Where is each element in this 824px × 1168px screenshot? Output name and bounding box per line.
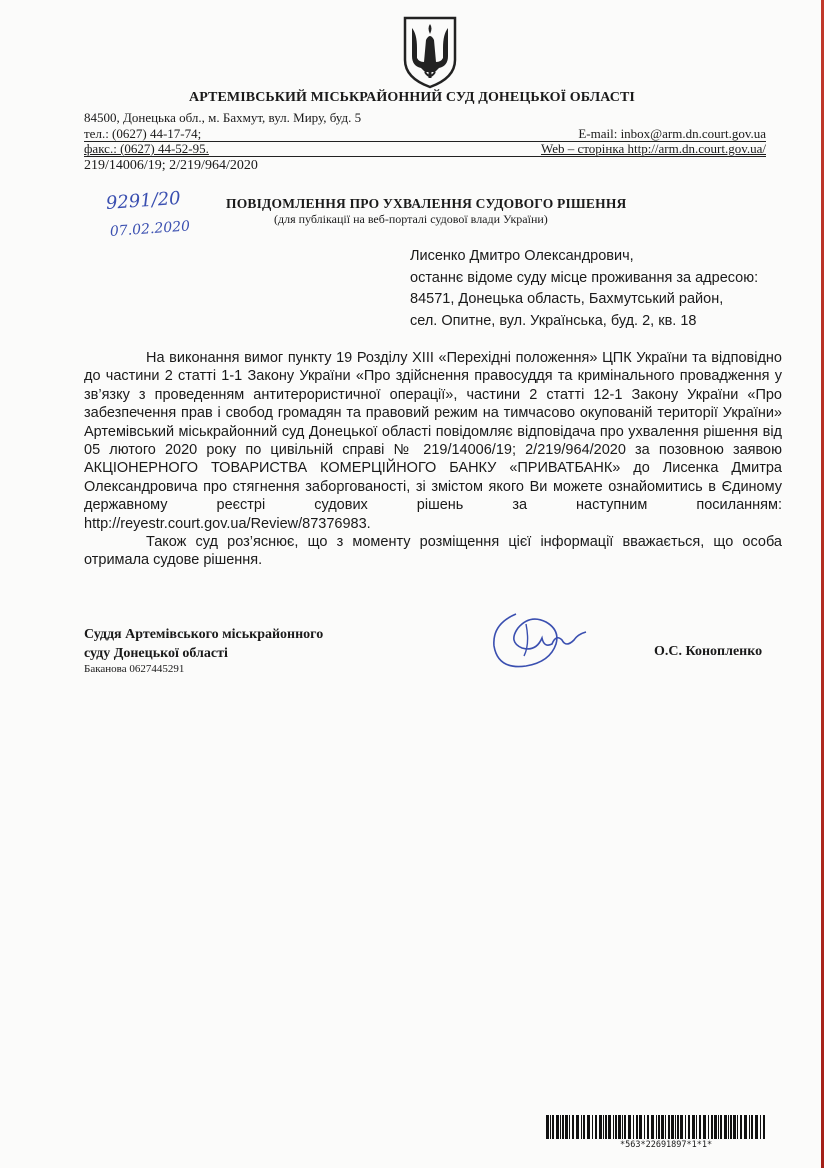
court-fax: факс.: (0627) 44-52-95. bbox=[84, 141, 209, 156]
court-phone: тел.: (0627) 44-17-74; bbox=[84, 126, 202, 141]
barcode-bar bbox=[565, 1115, 568, 1139]
barcode-bar bbox=[744, 1115, 747, 1139]
body-text bbox=[84, 349, 782, 570]
barcode-bar bbox=[677, 1115, 679, 1139]
barcode-bar bbox=[728, 1115, 729, 1139]
barcode-text: *563*22691897*1*1* bbox=[620, 1140, 713, 1150]
barcode-bar bbox=[599, 1115, 602, 1139]
coat-of-arms-icon bbox=[401, 14, 459, 90]
barcode-bar bbox=[569, 1115, 570, 1139]
barcode-bar bbox=[572, 1115, 574, 1139]
barcode-bar bbox=[733, 1115, 736, 1139]
barcode-bar bbox=[603, 1115, 604, 1139]
contact-row-phone bbox=[84, 126, 766, 142]
barcode-bar bbox=[592, 1115, 593, 1139]
notice-subtitle: (для публікації на веб-порталі судової влади України) bbox=[274, 212, 548, 226]
barcode-bar bbox=[699, 1115, 701, 1139]
barcode-bar bbox=[639, 1115, 642, 1139]
barcode-bar bbox=[562, 1115, 564, 1139]
court-email: E-mail: inbox@arm.dn.court.gov.ua bbox=[578, 126, 766, 141]
addressee-line: останнє відоме суду місце проживання за адресою: bbox=[410, 269, 759, 286]
barcode-bar bbox=[581, 1115, 582, 1139]
court-address: 84500, Донецька обл., м. Бахмут, вул. Миру, буд. 5 bbox=[84, 110, 362, 125]
barcode-bar bbox=[688, 1115, 690, 1139]
barcode-bar bbox=[730, 1115, 732, 1139]
addressee-block bbox=[410, 246, 758, 332]
body-paragraph: На виконання вимог пункту 19 Розділу XIII «Перехідні положення» ЦПК України та відповідно до частини 2 статті 1-1 Закону України «Про здійснення правосуддя та кримінального провадження у зв’язку з проведенням антитерористичної операції», частини 2 статті 12-1 Закону України «Про забезпечення прав і свобод громадян та правовий режим на тимчасово окупованій території України» Артемівський міськрайонний суд Донецької області повідомляє відповідача про ухвалення рішення від 05 лютого 2020 року по цивільній справі № 219/14006/19; 2/219/964/2020 за позовною заявою АКЦІОНЕРНОГО ТОВАРИСТВА КОМЕРЦІЙНОГО БАНКУ «ПРИВАТБАНК» до Лисенка Дмитра Олександровича про стягнення заборгованості, зі змістом якого Ви можете ознайомитись в Єдиному державному реєстрі судових рішень за наступним посиланням: http://reyestr.court.gov.ua/Review/87376983. bbox=[84, 350, 782, 532]
barcode-bar bbox=[622, 1115, 623, 1139]
handwritten-date: 07.02.2020 bbox=[109, 218, 191, 240]
barcode-bar bbox=[644, 1115, 645, 1139]
barcode bbox=[546, 1115, 768, 1139]
barcode-bar bbox=[751, 1115, 753, 1139]
judge-title-line: суду Донецької області bbox=[84, 646, 228, 661]
barcode-bar bbox=[556, 1115, 559, 1139]
barcode-bar bbox=[595, 1115, 597, 1139]
barcode-bar bbox=[718, 1115, 719, 1139]
addressee-name: Лисенко Дмитро Олександрович, bbox=[410, 248, 634, 264]
barcode-bar bbox=[668, 1115, 670, 1139]
barcode-bar bbox=[711, 1115, 713, 1139]
notice-title: ПОВІДОМЛЕННЯ ПРО УХВАЛЕННЯ СУДОВОГО РІШЕННЯ bbox=[226, 196, 627, 211]
barcode-bar bbox=[740, 1115, 742, 1139]
barcode-bar bbox=[760, 1115, 761, 1139]
barcode-bar bbox=[618, 1115, 621, 1139]
barcode-bar bbox=[720, 1115, 722, 1139]
addressee-line: 84571, Донецька область, Бахмутський район, bbox=[410, 291, 724, 307]
judge-title-line: Суддя Артемівського міськрайонного bbox=[84, 627, 324, 642]
body-paragraph: Також суд роз’яснює, що з моменту розміщення цієї інформації вважається, що особа отримала судове рішення. bbox=[84, 534, 782, 569]
court-website: Web – сторінка http://arm.dn.court.gov.ua/ bbox=[540, 141, 766, 156]
barcode-bar bbox=[685, 1115, 686, 1139]
barcode-bar bbox=[680, 1115, 683, 1139]
barcode-bar bbox=[665, 1115, 666, 1139]
barcode-bar bbox=[708, 1115, 709, 1139]
barcode-bar bbox=[647, 1115, 649, 1139]
handwritten-signature bbox=[486, 604, 596, 676]
court-name: АРТЕМІВСЬКИЙ МІСЬКРАЙОННИЙ СУД ДОНЕЦЬКОЇ ОБЛАСТІ bbox=[189, 90, 635, 105]
barcode-bar bbox=[587, 1115, 590, 1139]
handwritten-reg-number: 9291/20 bbox=[105, 187, 182, 214]
barcode-bar bbox=[714, 1115, 717, 1139]
barcode-bar bbox=[651, 1115, 654, 1139]
barcode-bar bbox=[560, 1115, 561, 1139]
barcode-bar bbox=[583, 1115, 585, 1139]
barcode-bar bbox=[636, 1115, 638, 1139]
barcode-bar bbox=[624, 1115, 626, 1139]
judge-name: О.С. Конопленко bbox=[654, 644, 763, 659]
barcode-bar bbox=[671, 1115, 674, 1139]
barcode-bar bbox=[576, 1115, 579, 1139]
barcode-bar bbox=[552, 1115, 554, 1139]
barcode-bar bbox=[661, 1115, 664, 1139]
barcode-bar bbox=[724, 1115, 727, 1139]
barcode-bar bbox=[605, 1115, 607, 1139]
barcode-bar bbox=[656, 1115, 657, 1139]
judge-title bbox=[84, 625, 323, 663]
barcode-bar bbox=[628, 1115, 631, 1139]
barcode-bar bbox=[613, 1115, 614, 1139]
barcode-bar bbox=[675, 1115, 676, 1139]
barcode-bar bbox=[749, 1115, 750, 1139]
barcode-bar bbox=[763, 1115, 765, 1139]
addressee-line: сел. Опитне, вул. Українська, буд. 2, кв. 18 bbox=[410, 312, 697, 329]
divider bbox=[84, 156, 766, 157]
barcode-bar bbox=[692, 1115, 695, 1139]
barcode-bar bbox=[703, 1115, 706, 1139]
barcode-bar bbox=[658, 1115, 660, 1139]
barcode-bar bbox=[550, 1115, 551, 1139]
barcode-bar bbox=[633, 1115, 634, 1139]
contact-row-fax bbox=[84, 141, 766, 157]
barcode-bar bbox=[737, 1115, 738, 1139]
barcode-bar bbox=[615, 1115, 617, 1139]
barcode-bar bbox=[755, 1115, 758, 1139]
barcode-bar bbox=[546, 1115, 549, 1139]
barcode-bar bbox=[696, 1115, 697, 1139]
barcode-bar bbox=[608, 1115, 611, 1139]
case-numbers: 219/14006/19; 2/219/964/2020 bbox=[84, 158, 258, 173]
executor-note: Баканова 0627445291 bbox=[84, 663, 185, 675]
